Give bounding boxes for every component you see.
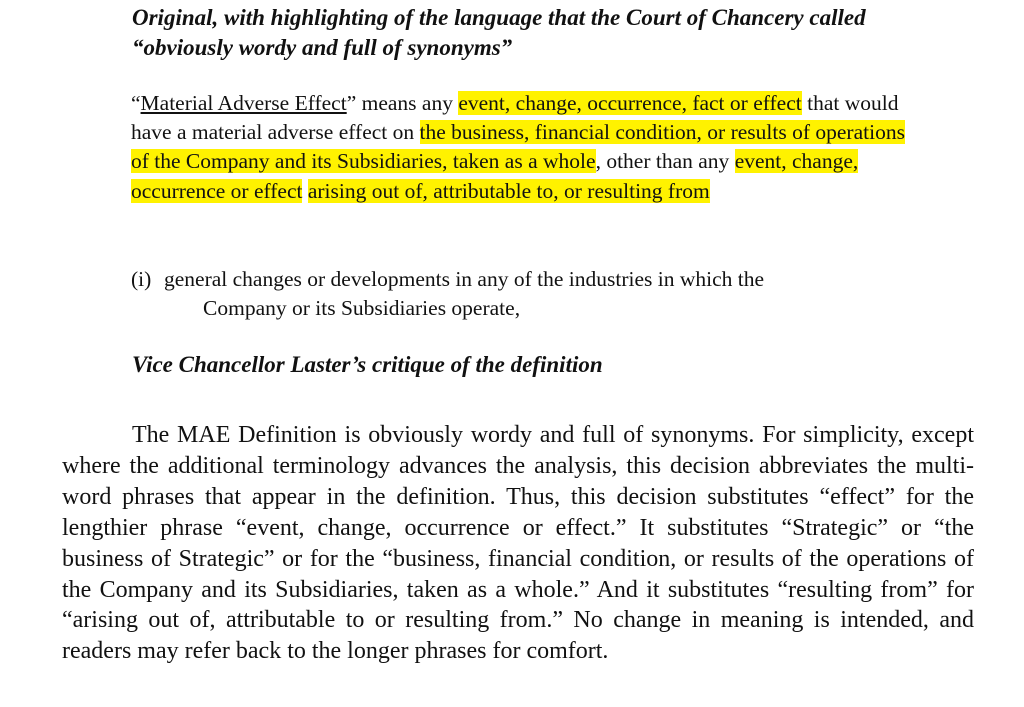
item-text-line2: Company or its Subsidiaries operate, — [203, 296, 521, 320]
item-number: (i) — [131, 267, 152, 291]
item-text-line1: general changes or developments in any of the industries in which the — [164, 267, 765, 291]
section-heading-critique: Vice Chancellor Laster’s critique of the definition — [132, 352, 603, 377]
definition-text: ” means any — [346, 91, 459, 115]
highlight-event-phrase: event, change, occurrence, fact or effect — [458, 91, 802, 115]
critique-paragraph: The MAE Definition is obviously wordy and full of synonyms. For simplicity, except where the additional terminology advances the analysis, this decision abbreviates the multi-word phrases that appear in the definition. Thus, this decision substitutes “effect” for the lengthier phrase “event, change, occurrence or effect.” It substitutes “Strategic” or “the business of Strategic” or for the “business, financial condition, or results of the operations of the Company and its Subsidiaries, taken as a whole.” And it substitutes “resulting from” for “arising out of, attributable to or resulting from.” No change in meaning is intended, and readers may refer back to the longer phrases for comfort. — [62, 422, 974, 665]
defined-term: Material Adverse Effect — [140, 91, 347, 115]
exception-item-i — [131, 265, 911, 323]
highlight-business-phrase: the business, financial condition, or results of operations of the Company and its Subsidiaries, taken as a whole — [131, 120, 905, 174]
section-heading-original: Original, with highlighting of the language that the Court of Chancery called “obviously wordy and full of synonyms” — [132, 5, 866, 60]
open-quote: “ — [131, 91, 141, 115]
definition-text: that would have a material adverse effect on — [131, 91, 899, 145]
highlight-effect-phrase: event, change, occurrence or effect — [131, 149, 859, 203]
mae-definition-paragraph — [131, 89, 906, 206]
highlight-arising-phrase: arising out of, attributable to, or resulting from — [307, 178, 710, 203]
definition-text: , other than any — [595, 149, 735, 174]
